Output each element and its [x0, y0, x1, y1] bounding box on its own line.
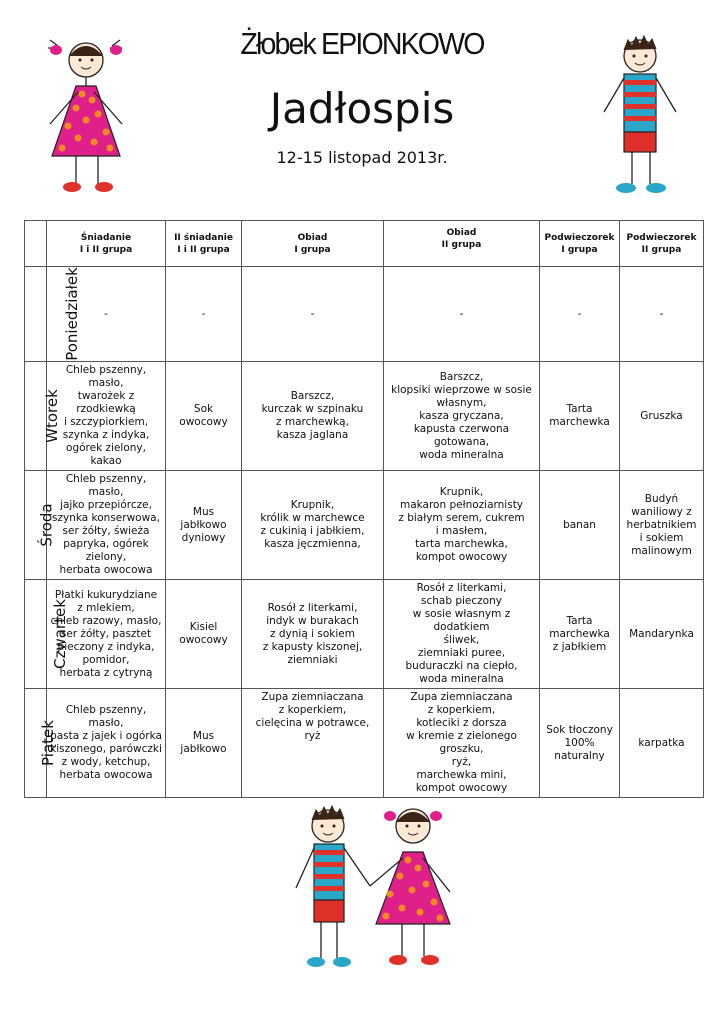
column-header: Obiad I grupa — [242, 221, 384, 267]
table-row — [25, 267, 704, 362]
menu-cell: Zupa ziemniaczana z koperkiem, kotleciki z dorsza w kremie z zielonego groszku, ryż, marchewka mini, kompot owocowy — [384, 689, 540, 798]
menu-table — [24, 220, 704, 798]
menu-cell: Chleb pszenny, masło, jajko przepiórcze, szynka konserwowa, ser żółty, świeża papryka, ogórek zielony, herbata owocowa — [47, 471, 166, 580]
girl-illustration-icon — [36, 34, 136, 196]
menu-cell: Mus jabłkowo — [166, 689, 242, 798]
menu-cell: Chleb pszenny, masło, twarożek z rzodkiewką i szczypiorkiem, szynka z indyka, ogórek zielony, kakao — [47, 362, 166, 471]
menu-cell: - — [540, 267, 620, 362]
nursery-name: Żłobek EPIONKOWO — [240, 26, 484, 61]
table-header-row — [25, 221, 704, 267]
menu-cell: - — [47, 267, 166, 362]
menu-cell: Mandarynka — [620, 580, 704, 689]
menu-cell: Mus jabłkowo dyniowy — [166, 471, 242, 580]
menu-cell: - — [384, 267, 540, 362]
menu-cell: Tarta marchewka z jabłkiem — [540, 580, 620, 689]
column-header: Obiad II grupa — [384, 221, 540, 267]
menu-cell: - — [166, 267, 242, 362]
page-title: Jadłospis — [269, 84, 455, 133]
menu-cell: - — [242, 267, 384, 362]
column-header: Śniadanie I i II grupa — [47, 221, 166, 267]
menu-cell: Płatki kukurydziane z mlekiem, chleb razowy, masło, ser żółty, pasztet pieczony z indyka, pomidor, herbata z cytryną — [47, 580, 166, 689]
menu-cell: - — [620, 267, 704, 362]
day-cell: Poniedziałek — [25, 267, 47, 362]
table-row — [25, 471, 704, 580]
menu-cell: Tarta marchewka — [540, 362, 620, 471]
menu-cell: Sok owocowy — [166, 362, 242, 471]
footer-illustration — [0, 790, 724, 1020]
menu-cell: Kisiel owocowy — [166, 580, 242, 689]
menu-cell: Chleb pszenny, masło, pasta z jajek i ogórka kiszonego, parówczki z wody, ketchup, herbata owocowa — [47, 689, 166, 798]
day-cell: Piątek — [25, 689, 47, 798]
children-holding-hands-icon — [290, 796, 460, 976]
page-header — [0, 0, 724, 200]
column-header: Podwieczorek II grupa — [620, 221, 704, 267]
table-row — [25, 689, 704, 798]
menu-cell: banan — [540, 471, 620, 580]
boy-illustration-icon — [594, 32, 686, 198]
menu-cell: karpatka — [620, 689, 704, 798]
table-row — [25, 362, 704, 471]
day-cell: Czwartek — [25, 580, 47, 689]
menu-cell: Barszcz, klopsiki wieprzowe w sosie własnym, kasza gryczana, kapusta czerwona gotowana, woda mineralna — [384, 362, 540, 471]
menu-cell: Krupnik, królik w marchewce z cukinią i jabłkiem, kasza jęczmienna, — [242, 471, 384, 580]
day-cell: Wtorek — [25, 362, 47, 471]
menu-cell: Sok tłoczony 100% naturalny — [540, 689, 620, 798]
menu-cell: Budyń waniliowy z herbatnikiem i sokiem malinowym — [620, 471, 704, 580]
menu-cell: Rosół z literkami, schab pieczony w sosie własnym z dodatkiem śliwek, ziemniaki puree, buduraczki na ciepło, woda mineralna — [384, 580, 540, 689]
menu-cell: Barszcz, kurczak w szpinaku z marchewką, kasza jaglana — [242, 362, 384, 471]
column-header: II śniadanie I i II grupa — [166, 221, 242, 267]
table-row — [25, 580, 704, 689]
day-cell: Środa — [25, 471, 47, 580]
menu-date: 12-15 listopad 2013r. — [276, 148, 448, 167]
column-header: Podwieczorek I grupa — [540, 221, 620, 267]
menu-cell: Krupnik, makaron pełnoziarnisty z białym serem, cukrem i masłem, tarta marchewka, kompot owocowy — [384, 471, 540, 580]
menu-cell: Gruszka — [620, 362, 704, 471]
menu-cell: Zupa ziemniaczana z koperkiem, cielęcina w potrawce, ryż — [242, 689, 384, 798]
corner-cell — [25, 221, 47, 267]
menu-cell: Rosół z literkami, indyk w burakach z dynią i sokiem z kapusty kiszonej, ziemniaki — [242, 580, 384, 689]
